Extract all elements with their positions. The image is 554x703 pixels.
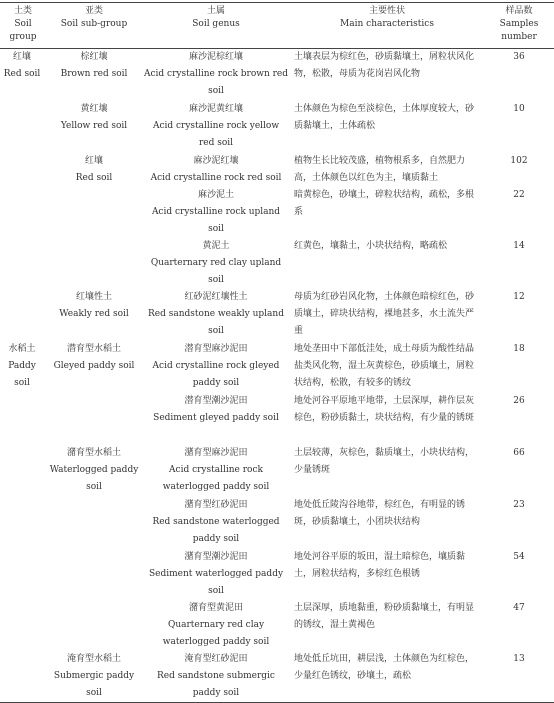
characteristics-text: 土层较薄，灰棕色，黏质壤土，小块状结构，少量锈斑 bbox=[294, 447, 475, 475]
soil-genus-cell bbox=[142, 101, 290, 153]
characteristics-cell bbox=[290, 445, 484, 497]
soil-group-cell bbox=[0, 187, 46, 238]
soil-genus-zh: 红砂泥红壤性土 bbox=[184, 291, 248, 302]
samples-number-cell bbox=[484, 393, 554, 445]
table-row bbox=[0, 101, 554, 153]
table-row bbox=[0, 393, 554, 445]
soil-subgroup-zh: 红壤 bbox=[84, 155, 103, 166]
samples-number-text: 13 bbox=[513, 653, 525, 664]
soil-genus-zh: 麻沙泥红壤 bbox=[193, 155, 239, 166]
soil-group-cell bbox=[0, 49, 46, 101]
soil-genus-en: Quarternary red clay upland soil bbox=[150, 257, 282, 285]
samples-number-text: 47 bbox=[513, 602, 525, 613]
characteristics-cell bbox=[290, 187, 484, 238]
samples-number-cell bbox=[484, 341, 554, 393]
header-soil-subgroup: 亚类 Soil sub-group bbox=[60, 6, 128, 29]
table-row bbox=[0, 549, 554, 600]
soil-subgroup-cell bbox=[46, 497, 142, 549]
samples-number-cell bbox=[484, 49, 554, 101]
soil-subgroup-cell bbox=[46, 153, 142, 187]
soil-subgroup-zh: 棕红壤 bbox=[80, 52, 108, 62]
characteristics-cell bbox=[290, 651, 484, 703]
characteristics-text: 地处低丘坑田，耕层浅，土体颜色为红棕色，少量红色锈纹，砂壤土，疏松 bbox=[294, 653, 475, 681]
soil-genus-cell bbox=[142, 393, 290, 445]
samples-number-text: 26 bbox=[513, 395, 525, 406]
characteristics-text: 土层深厚，质地黏重，粉砂质黏壤土，有明显的锈纹，湿土黄褐色 bbox=[294, 602, 475, 630]
soil-subgroup-cell bbox=[46, 549, 142, 600]
samples-number-text: 14 bbox=[513, 240, 525, 251]
soil-subgroup-en: Gleyed paddy soil bbox=[53, 360, 135, 371]
table-row bbox=[0, 497, 554, 549]
soil-genus-zh: 麻沙泥黄红壤 bbox=[188, 103, 243, 114]
soil-group-zh: 水稻土 bbox=[8, 343, 36, 354]
soil-subgroup-en: Waterlogged paddy soil bbox=[49, 464, 139, 492]
samples-number-cell bbox=[484, 497, 554, 549]
soil-genus-cell bbox=[142, 497, 290, 549]
characteristics-cell bbox=[290, 49, 484, 101]
table-header-row bbox=[0, 3, 554, 49]
soil-genus-cell bbox=[142, 341, 290, 393]
characteristics-cell bbox=[290, 497, 484, 549]
soil-group-cell bbox=[0, 445, 46, 497]
soil-genus-cell bbox=[142, 651, 290, 703]
characteristics-cell bbox=[290, 549, 484, 600]
soil-subgroup-en: Brown red soil bbox=[60, 69, 128, 79]
characteristics-text: 土壤表层为棕红色，砂质黏壤土，屑粒状风化物，松散，母质为花岗岩风化物 bbox=[294, 52, 475, 79]
characteristics-cell bbox=[290, 393, 484, 445]
samples-number-text: 102 bbox=[510, 155, 528, 166]
soil-genus-en: Acid crystalline rock gleyed paddy soil bbox=[152, 360, 280, 388]
soil-subgroup-en: Red soil bbox=[75, 172, 113, 183]
soil-table bbox=[0, 2, 554, 703]
samples-number-cell bbox=[484, 600, 554, 651]
soil-genus-zh: 潴育型麻沙泥田 bbox=[184, 447, 248, 458]
header-soil-group: 土类 Soil group bbox=[9, 6, 37, 42]
soil-genus-zh: 潴育型黄泥田 bbox=[188, 602, 243, 613]
soil-subgroup-cell bbox=[46, 101, 142, 153]
soil-group-en: Red soil bbox=[3, 69, 41, 79]
characteristics-text: 地处河谷平原的坂田，湿土暗棕色，壤质黏土，屑粒状结构，多棕红色根锈 bbox=[294, 551, 466, 579]
soil-genus-cell bbox=[142, 153, 290, 187]
soil-genus-cell bbox=[142, 49, 290, 101]
table-row bbox=[0, 341, 554, 393]
soil-genus-zh: 黄泥土 bbox=[202, 240, 230, 251]
soil-genus-zh: 麻沙泥土 bbox=[197, 189, 234, 200]
soil-group-cell bbox=[0, 651, 46, 703]
table-row bbox=[0, 651, 554, 703]
characteristics-cell bbox=[290, 101, 484, 153]
samples-number-text: 12 bbox=[513, 291, 525, 302]
soil-genus-zh: 潜育型麻沙泥田 bbox=[184, 343, 248, 354]
soil-subgroup-zh: 淹育型水稻土 bbox=[66, 653, 121, 664]
soil-subgroup-cell bbox=[46, 238, 142, 289]
table-row bbox=[0, 153, 554, 187]
samples-number-cell bbox=[484, 153, 554, 187]
soil-genus-en: Red sandstone waterlogged paddy soil bbox=[152, 516, 280, 544]
soil-subgroup-cell bbox=[46, 651, 142, 703]
table-row bbox=[0, 49, 554, 101]
table-row bbox=[0, 445, 554, 497]
soil-genus-cell bbox=[142, 187, 290, 238]
soil-genus-cell bbox=[142, 238, 290, 289]
soil-genus-zh: 潴育型红砂泥田 bbox=[184, 499, 248, 510]
characteristics-cell bbox=[290, 153, 484, 187]
soil-genus-en: Acid crystalline rock red soil bbox=[150, 172, 282, 183]
table-row bbox=[0, 238, 554, 289]
characteristics-cell bbox=[290, 341, 484, 393]
soil-group-cell bbox=[0, 393, 46, 445]
soil-genus-en: Red sandstone weakly upland soil bbox=[148, 308, 284, 336]
samples-number-cell bbox=[484, 549, 554, 600]
samples-number-text: 10 bbox=[513, 103, 525, 114]
soil-group-cell bbox=[0, 289, 46, 341]
samples-number-text: 18 bbox=[513, 343, 525, 354]
soil-group-cell bbox=[0, 549, 46, 600]
soil-group-zh: 红壤 bbox=[12, 52, 31, 62]
soil-subgroup-cell bbox=[46, 393, 142, 445]
soil-subgroup-cell bbox=[46, 49, 142, 101]
header-main-characteristics: 主要性状 Main characteristics bbox=[340, 6, 434, 29]
samples-number-cell bbox=[484, 289, 554, 341]
characteristics-text: 地处垄田中下部低洼处，成土母质为酸性结晶盐类风化物，湿土灰黄棕色，砂质壤土，屑粒状结构，松散，有较多的锈纹 bbox=[294, 343, 475, 388]
soil-genus-zh: 麻沙泥棕红壤 bbox=[188, 52, 243, 62]
soil-genus-en: Acid crystalline rock upland soil bbox=[151, 206, 281, 234]
soil-group-cell bbox=[0, 153, 46, 187]
characteristics-cell bbox=[290, 238, 484, 289]
soil-genus-cell bbox=[142, 445, 290, 497]
soil-subgroup-en: Yellow red soil bbox=[60, 120, 128, 131]
soil-group-en: Paddy soil bbox=[8, 360, 36, 388]
soil-genus-en: Sediment gleyed paddy soil bbox=[153, 412, 279, 423]
soil-genus-zh: 潴育型潮沙泥田 bbox=[184, 551, 248, 562]
samples-number-text: 36 bbox=[513, 52, 525, 62]
characteristics-cell bbox=[290, 600, 484, 651]
soil-genus-en: Sediment waterlogged paddy soil bbox=[148, 568, 284, 596]
soil-subgroup-cell bbox=[46, 341, 142, 393]
characteristics-text: 地处河谷平原地平地带，土层深厚，耕作层灰棕色，粉砂质黏土，块状结构，有少量的锈斑 bbox=[294, 395, 475, 423]
soil-subgroup-en: Submergic paddy soil bbox=[53, 670, 135, 698]
samples-number-text: 22 bbox=[513, 189, 525, 200]
soil-genus-cell bbox=[142, 600, 290, 651]
characteristics-text: 暗黄棕色，砂壤土，碎粒状结构，疏松，多根系 bbox=[294, 189, 475, 217]
soil-group-cell bbox=[0, 341, 46, 393]
table-row bbox=[0, 187, 554, 238]
soil-genus-cell bbox=[142, 289, 290, 341]
soil-subgroup-zh: 黄红壤 bbox=[80, 103, 108, 114]
characteristics-text: 红黄色，壤黏土，小块状结构，略疏松 bbox=[294, 240, 448, 251]
soil-subgroup-zh: 潴育型水稻土 bbox=[66, 447, 121, 458]
characteristics-text: 地处低丘陵沟谷地带，棕红色，有明显的锈斑，砂质黏壤土，小团块状结构 bbox=[294, 499, 466, 527]
soil-genus-en: Acid crystalline rock yellow red soil bbox=[152, 120, 280, 148]
soil-subgroup-zh: 潜育型水稻土 bbox=[66, 343, 121, 354]
soil-genus-en: Acid crystalline rock brown red soil bbox=[144, 69, 288, 96]
characteristics-text: 土体颜色为棕色至淡棕色，土体厚度较大，砂质黏壤土，土体疏松 bbox=[294, 103, 475, 131]
soil-subgroup-cell bbox=[46, 289, 142, 341]
soil-genus-zh: 潜育型潮沙泥田 bbox=[184, 395, 248, 406]
soil-subgroup-zh: 红壤性土 bbox=[75, 291, 112, 302]
soil-group-cell bbox=[0, 238, 46, 289]
soil-genus-en: Quarternary red clay waterlogged paddy soil bbox=[162, 619, 270, 647]
samples-number-cell bbox=[484, 445, 554, 497]
soil-subgroup-cell bbox=[46, 187, 142, 238]
table-row bbox=[0, 289, 554, 341]
soil-genus-en: Red sandstone submergic paddy soil bbox=[157, 670, 275, 698]
samples-number-cell bbox=[484, 187, 554, 238]
soil-subgroup-cell bbox=[46, 445, 142, 497]
header-soil-genus: 土属 Soil genus bbox=[192, 6, 240, 29]
soil-group-cell bbox=[0, 497, 46, 549]
characteristics-text: 母质为红砂岩风化物，土体颜色暗棕红色，砂质壤土，碎块状结构，裸地甚多，水土流失严重 bbox=[294, 291, 475, 336]
samples-number-cell bbox=[484, 101, 554, 153]
samples-number-text: 23 bbox=[513, 499, 525, 510]
soil-subgroup-en: Weakly red soil bbox=[59, 308, 129, 319]
soil-genus-cell bbox=[142, 549, 290, 600]
characteristics-text: 植物生长比较茂盛，植物根系多，自然肥力高，土体颜色以红色为主，壤质黏土 bbox=[294, 155, 466, 183]
soil-genus-en: Acid crystalline rock waterlogged paddy soil bbox=[162, 464, 270, 492]
samples-number-cell bbox=[484, 238, 554, 289]
characteristics-cell bbox=[290, 289, 484, 341]
soil-group-cell bbox=[0, 600, 46, 651]
samples-number-text: 54 bbox=[513, 551, 525, 562]
samples-number-text: 66 bbox=[513, 447, 525, 458]
header-samples-number: 样品数 Samples number bbox=[499, 6, 539, 42]
soil-group-cell bbox=[0, 101, 46, 153]
samples-number-cell bbox=[484, 651, 554, 703]
table-row bbox=[0, 600, 554, 651]
soil-genus-zh: 淹育型红砂泥田 bbox=[184, 653, 248, 664]
soil-subgroup-cell bbox=[46, 600, 142, 651]
